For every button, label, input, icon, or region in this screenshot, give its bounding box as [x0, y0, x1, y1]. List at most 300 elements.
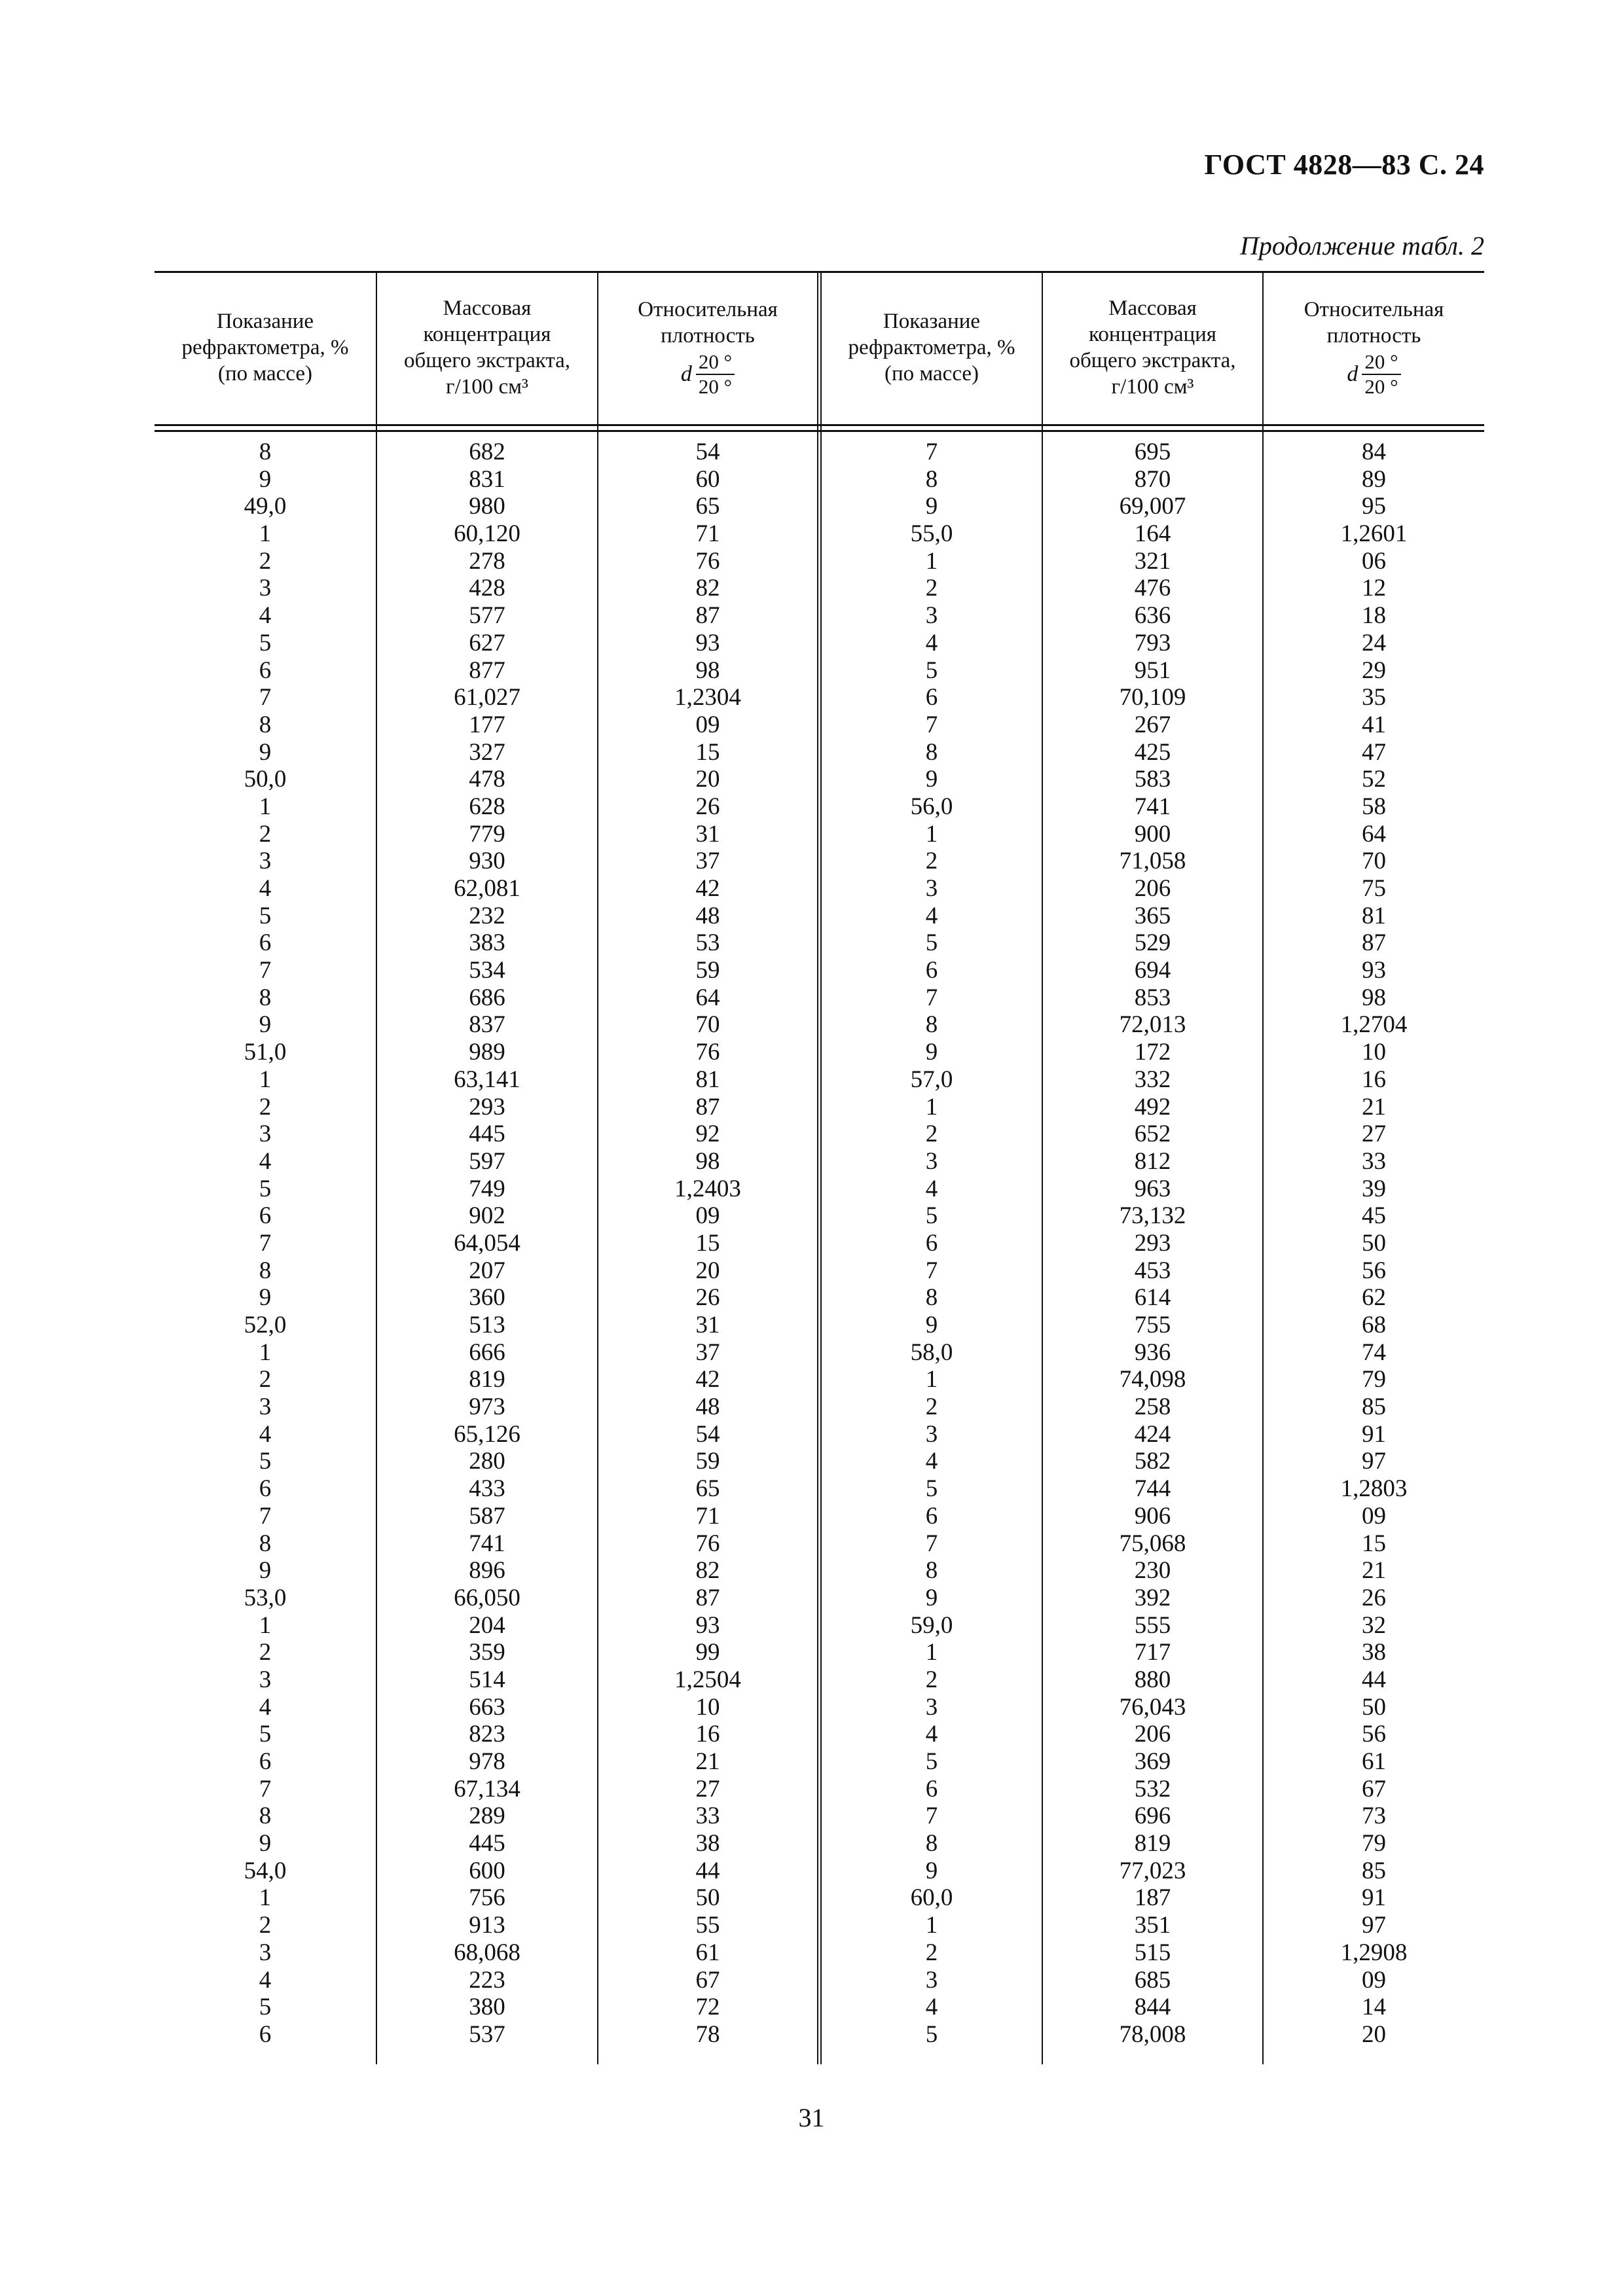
table-cell: 582	[1134, 1448, 1171, 1475]
table-cell: 85	[1362, 1857, 1386, 1884]
table-cell: 8	[925, 1557, 938, 1585]
table-cell: 5	[925, 2020, 938, 2048]
table-cell: 1	[259, 1066, 272, 1093]
table-cell: 741	[1134, 793, 1171, 820]
table-cell: 6	[259, 929, 272, 957]
table-cell: 819	[469, 1366, 505, 1393]
table-cell: 66,050	[454, 1584, 520, 1611]
table-cell: 58	[1362, 793, 1386, 820]
table-cell: 685	[1134, 1966, 1171, 1994]
table-cell: 258	[1134, 1393, 1171, 1421]
table-cell: 837	[469, 1011, 505, 1039]
table-cell: 513	[469, 1312, 505, 1338]
table-cell: 3	[925, 1693, 938, 1721]
document-title: ГОСТ 4828—83 С. 24	[1204, 149, 1484, 181]
table-cell: 93	[1362, 957, 1386, 984]
table-cell: 5	[259, 902, 272, 929]
table-cell: 532	[1134, 1775, 1171, 1803]
table-cell: 380	[469, 1994, 505, 2021]
table-cell: 628	[469, 793, 505, 820]
table-cell: 91	[1362, 1884, 1386, 1912]
table-cell: 7	[259, 957, 272, 984]
table-cell: 6	[925, 957, 938, 984]
table-cell: 93	[695, 629, 720, 656]
table-cell: 73,132	[1119, 1202, 1186, 1230]
table-cell: 62,081	[454, 875, 520, 902]
table-cell: 583	[1134, 766, 1171, 793]
table-cell: 587	[469, 1502, 505, 1530]
table-cell: 09	[1362, 1502, 1386, 1530]
table-cell: 744	[1134, 1475, 1171, 1503]
table-cell: 177	[469, 711, 505, 738]
table-cell: 4	[925, 1175, 938, 1202]
table-cell: 93	[695, 1611, 720, 1639]
fraction-denominator: 20 °	[1364, 375, 1398, 398]
table-cell: 09	[695, 711, 720, 738]
table-cell: 41	[1362, 711, 1386, 738]
density-fraction	[1362, 350, 1400, 399]
table-cell: 5	[925, 1748, 938, 1775]
table-cell: 172	[1134, 1039, 1171, 1066]
density-fraction	[696, 350, 735, 399]
header-text: г/100 см³	[446, 375, 528, 399]
table-cell: 741	[469, 1530, 505, 1557]
table-cell: 6	[259, 656, 272, 684]
table-cell: 87	[695, 602, 720, 630]
table-cell: 1	[925, 547, 938, 575]
table-cell: 78	[695, 2020, 720, 2048]
table-cell: 8	[259, 1803, 272, 1830]
table-cell: 555	[1134, 1611, 1171, 1639]
table-cell: 18	[1362, 602, 1386, 630]
table-cell: 56,0	[910, 793, 953, 820]
table-cell: 5	[925, 929, 938, 957]
table-cell: 48	[695, 902, 720, 929]
table-cell: 4	[259, 1693, 272, 1721]
table-cell: 425	[1134, 738, 1171, 766]
table-cell: 351	[1134, 1912, 1171, 1939]
column-density-left	[598, 439, 817, 2049]
table-cell: 823	[469, 1721, 505, 1748]
table-cell: 42	[695, 1366, 720, 1393]
table-cell: 478	[469, 766, 505, 793]
table-cell: 27	[695, 1775, 720, 1803]
table-cell: 12	[1362, 575, 1386, 602]
table-cell: 365	[1134, 902, 1171, 929]
table-cell: 6	[259, 1748, 272, 1775]
table-cell: 78,008	[1119, 2020, 1186, 2048]
table-cell: 10	[1362, 1039, 1386, 1066]
table-cell: 53,0	[244, 1584, 287, 1611]
table-cell: 55,0	[910, 520, 953, 548]
table-cell: 230	[1134, 1557, 1171, 1585]
table-cell: 1,2304	[674, 684, 741, 711]
density-formula	[681, 350, 735, 399]
table-cell: 2	[925, 575, 938, 602]
table-cell: 1	[259, 520, 272, 548]
table-cell: 9	[925, 766, 938, 793]
table-cell: 2	[925, 1121, 938, 1148]
table-cell: 44	[695, 1857, 720, 1884]
table-cell: 537	[469, 2020, 505, 2048]
table-cell: 3	[259, 1121, 272, 1148]
table-cell: 4	[259, 1420, 272, 1448]
table-cell: 3	[259, 575, 272, 602]
table-cell: 63,141	[454, 1066, 520, 1093]
header-density-left	[598, 271, 817, 424]
table-cell: 755	[1134, 1312, 1171, 1338]
header-text: Массовая	[1108, 296, 1197, 320]
table-cell: 54,0	[244, 1857, 287, 1884]
table-cell: 21	[1362, 1557, 1386, 1585]
table-cell: 8	[925, 1830, 938, 1857]
header-text: (по массе)	[884, 362, 979, 386]
table-cell: 71	[695, 520, 720, 548]
table-cell: 7	[925, 439, 938, 465]
table-cell: 31	[695, 1312, 720, 1338]
table-cell: 76	[695, 1530, 720, 1557]
table-cell: 51,0	[244, 1039, 287, 1066]
table-cell: 636	[1134, 602, 1171, 630]
table-cell: 6	[925, 1229, 938, 1257]
table-cell: 2	[259, 1639, 272, 1666]
table-cell: 64	[1362, 820, 1386, 848]
table-cell: 963	[1134, 1175, 1171, 1202]
table-cell: 1	[259, 1611, 272, 1639]
table-cell: 951	[1134, 656, 1171, 684]
table-cell: 289	[469, 1803, 505, 1830]
table-cell: 37	[695, 848, 720, 875]
table-cell: 600	[469, 1857, 505, 1884]
table-cell: 9	[259, 1284, 272, 1312]
table-cell: 54	[695, 439, 720, 465]
table-cell: 896	[469, 1557, 505, 1585]
table-cell: 15	[695, 1229, 720, 1257]
table-cell: 853	[1134, 984, 1171, 1011]
table-cell: 5	[259, 1721, 272, 1748]
table-cell: 232	[469, 902, 505, 929]
table-cell: 4	[925, 1448, 938, 1475]
table-cell: 99	[695, 1639, 720, 1666]
table-cell: 2	[925, 1666, 938, 1693]
table-cell: 52	[1362, 766, 1386, 793]
header-text: Показание	[883, 310, 981, 333]
table-cell: 7	[925, 984, 938, 1011]
table-cell: 82	[695, 1557, 720, 1585]
table-cell: 20	[1362, 2020, 1386, 2048]
table-cell: 1,2908	[1340, 1939, 1408, 1966]
table-cell: 76	[695, 547, 720, 575]
table-cell: 793	[1134, 629, 1171, 656]
table-cell: 6	[925, 1502, 938, 1530]
table-cell: 627	[469, 629, 505, 656]
table-cell: 424	[1134, 1420, 1171, 1448]
table-cell: 534	[469, 957, 505, 984]
table-cell: 293	[1134, 1229, 1171, 1257]
table-cell: 61	[695, 1939, 720, 1966]
table-cell: 2	[259, 820, 272, 848]
table-cell: 392	[1134, 1584, 1171, 1611]
table-cell: 614	[1134, 1284, 1171, 1312]
table-cell: 445	[469, 1121, 505, 1148]
table-cell: 223	[469, 1966, 505, 1994]
table-cell: 56	[1362, 1257, 1386, 1284]
table-cell: 60	[695, 465, 720, 493]
table-cell: 65	[695, 493, 720, 520]
table-cell: 877	[469, 656, 505, 684]
table-cell: 756	[469, 1884, 505, 1912]
table-cell: 3	[259, 1939, 272, 1966]
table-cell: 4	[925, 629, 938, 656]
table-cell: 1	[925, 1639, 938, 1666]
table-cell: 9	[925, 1584, 938, 1611]
table-cell: 3	[925, 875, 938, 902]
header-mass-left	[377, 271, 597, 424]
table-cell: 31	[695, 820, 720, 848]
table-cell: 1	[259, 1884, 272, 1912]
table-cell: 973	[469, 1393, 505, 1421]
table-cell: 1	[925, 1093, 938, 1121]
column-divider-double	[817, 271, 822, 2064]
table-cell: 26	[695, 1284, 720, 1312]
table-cell: 4	[925, 1994, 938, 2021]
table-cell: 936	[1134, 1338, 1171, 1366]
table-cell: 5	[259, 1448, 272, 1475]
table-cell: 682	[469, 439, 505, 465]
density-symbol: d	[680, 362, 692, 386]
table-cell: 58,0	[910, 1338, 953, 1366]
header-text: общего экстракта,	[1069, 349, 1236, 372]
density-symbol: d	[1347, 362, 1359, 386]
table-cell: 91	[1362, 1420, 1386, 1448]
table-cell: 27	[1362, 1121, 1386, 1148]
table-cell: 3	[925, 1147, 938, 1175]
table-cell: 2	[259, 1912, 272, 1939]
table-cell: 9	[925, 1312, 938, 1338]
table-cell: 8	[259, 1257, 272, 1284]
table-cell: 09	[1362, 1966, 1386, 1994]
table-cell: 35	[1362, 684, 1386, 711]
header-reading-left	[155, 271, 376, 424]
table-cell: 870	[1134, 465, 1171, 493]
table-cell: 32	[1362, 1611, 1386, 1639]
table-cell: 24	[1362, 629, 1386, 656]
table-cell: 10	[695, 1693, 720, 1721]
table-cell: 652	[1134, 1121, 1171, 1148]
table-cell: 206	[1134, 1721, 1171, 1748]
table-cell: 87	[1362, 929, 1386, 957]
table-cell: 5	[259, 1175, 272, 1202]
table-cell: 906	[1134, 1502, 1171, 1530]
table-cell: 831	[469, 465, 505, 493]
table-cell: 1	[259, 1338, 272, 1366]
table-cell: 9	[259, 1830, 272, 1857]
header-text: плотность	[661, 324, 755, 348]
table-cell: 4	[259, 875, 272, 902]
header-text: рефрактометра, %	[181, 336, 349, 359]
column-reading-right	[822, 439, 1042, 2049]
table-cell: 84	[1362, 439, 1386, 465]
table-cell: 453	[1134, 1257, 1171, 1284]
table-cell: 71,058	[1119, 848, 1186, 875]
table-cell: 7	[925, 1803, 938, 1830]
table-cell: 1	[925, 820, 938, 848]
table-cell: 3	[925, 602, 938, 630]
table-cell: 73	[1362, 1803, 1386, 1830]
table-cell: 3	[925, 1966, 938, 1994]
table-cell: 37	[695, 1338, 720, 1366]
table-cell: 2	[925, 1393, 938, 1421]
table-cell: 529	[1134, 929, 1171, 957]
table-cell: 21	[1362, 1093, 1386, 1121]
table-cell: 577	[469, 602, 505, 630]
table-cell: 930	[469, 848, 505, 875]
table-cell: 57,0	[910, 1066, 953, 1093]
header-mass-right	[1043, 271, 1262, 424]
table-cell: 293	[469, 1093, 505, 1121]
table-cell: 61,027	[454, 684, 520, 711]
table-cell: 20	[695, 1257, 720, 1284]
table-cell: 7	[259, 1229, 272, 1257]
table-cell: 79	[1362, 1830, 1386, 1857]
table-cell: 6	[925, 1775, 938, 1803]
table-cell: 3	[925, 1420, 938, 1448]
table-cell: 64,054	[454, 1229, 520, 1257]
table-cell: 2	[259, 1093, 272, 1121]
table-cell: 9	[925, 1039, 938, 1066]
table-cell: 666	[469, 1338, 505, 1366]
table-cell: 280	[469, 1448, 505, 1475]
table-cell: 2	[259, 1366, 272, 1393]
table-cell: 2	[925, 1939, 938, 1966]
table-cell: 38	[1362, 1639, 1386, 1666]
table-cell: 67	[1362, 1775, 1386, 1803]
table-cell: 09	[695, 1202, 720, 1230]
table-cell: 33	[1362, 1147, 1386, 1175]
table-cell: 4	[925, 1721, 938, 1748]
table-cell: 5	[259, 629, 272, 656]
table-cell: 15	[695, 738, 720, 766]
table-cell: 2	[925, 848, 938, 875]
table-cell: 70	[1362, 848, 1386, 875]
table-cell: 663	[469, 1693, 505, 1721]
table-cell: 204	[469, 1611, 505, 1639]
table-cell: 717	[1134, 1639, 1171, 1666]
table-cell: 77,023	[1119, 1857, 1186, 1884]
table-cell: 278	[469, 547, 505, 575]
table-cell: 9	[259, 738, 272, 766]
table-cell: 332	[1134, 1066, 1171, 1093]
table-cell: 68,068	[454, 1939, 520, 1966]
table-cell: 8	[925, 738, 938, 766]
header-text: плотность	[1326, 324, 1421, 348]
table-cell: 48	[695, 1393, 720, 1421]
table-cell: 72,013	[1119, 1011, 1186, 1039]
table-cell: 1,2704	[1340, 1011, 1408, 1039]
table-cell: 514	[469, 1666, 505, 1693]
table-cell: 7	[925, 1257, 938, 1284]
table-cell: 4	[925, 902, 938, 929]
table-cell: 67	[695, 1966, 720, 1994]
table-cell: 3	[259, 848, 272, 875]
table-cell: 207	[469, 1257, 505, 1284]
table-cell: 74	[1362, 1338, 1386, 1366]
table-cell: 8	[925, 1284, 938, 1312]
table-cell: 7	[925, 711, 938, 738]
table-cell: 3	[259, 1666, 272, 1693]
header-text: концентрация	[1089, 323, 1216, 346]
table-cell: 26	[1362, 1584, 1386, 1611]
table-cell: 749	[469, 1175, 505, 1202]
table-cell: 97	[1362, 1448, 1386, 1475]
table-cell: 779	[469, 820, 505, 848]
table-cell: 85	[1362, 1393, 1386, 1421]
table-cell: 9	[259, 1011, 272, 1039]
table-continuation-label: Продолжение табл. 2	[1239, 231, 1484, 260]
table-cell: 81	[1362, 902, 1386, 929]
table-cell: 16	[695, 1721, 720, 1748]
table-cell: 978	[469, 1748, 505, 1775]
table-cell: 1	[259, 793, 272, 820]
table-cell: 164	[1134, 520, 1171, 548]
table-cell: 15	[1362, 1530, 1386, 1557]
fraction-numerator: 20 °	[696, 350, 735, 375]
table-cell: 3	[259, 1393, 272, 1421]
data-table	[155, 271, 1484, 2064]
table-cell: 45	[1362, 1202, 1386, 1230]
table-cell: 695	[1134, 439, 1171, 465]
table-cell: 14	[1362, 1994, 1386, 2021]
table-cell: 206	[1134, 875, 1171, 902]
table-cell: 8	[259, 711, 272, 738]
table-cell: 989	[469, 1039, 505, 1066]
table-cell: 9	[925, 493, 938, 520]
table-cell: 44	[1362, 1666, 1386, 1693]
table-cell: 65,126	[454, 1420, 520, 1448]
table-cell: 50	[1362, 1229, 1386, 1257]
table-cell: 60,120	[454, 520, 520, 548]
table-cell: 812	[1134, 1147, 1171, 1175]
table-cell: 7	[259, 1502, 272, 1530]
table-cell: 7	[259, 1775, 272, 1803]
fraction-numerator: 20 °	[1362, 350, 1400, 375]
column-mass-right	[1043, 439, 1262, 2049]
page-number: 31	[798, 2103, 825, 2132]
table-cell: 81	[695, 1066, 720, 1093]
table-cell: 7	[925, 1530, 938, 1557]
table-cell: 369	[1134, 1748, 1171, 1775]
table-cell: 819	[1134, 1830, 1171, 1857]
table-cell: 33	[695, 1803, 720, 1830]
table-cell: 428	[469, 575, 505, 602]
table-cell: 383	[469, 929, 505, 957]
table-cell: 97	[1362, 1912, 1386, 1939]
table-cell: 39	[1362, 1175, 1386, 1202]
table-cell: 1	[925, 1366, 938, 1393]
table-cell: 8	[259, 439, 272, 465]
table-cell: 87	[695, 1584, 720, 1611]
table-cell: 6	[925, 684, 938, 711]
table-cell: 492	[1134, 1093, 1171, 1121]
table-cell: 75	[1362, 875, 1386, 902]
table-cell: 1,2803	[1340, 1475, 1408, 1503]
table-cell: 6	[259, 2020, 272, 2048]
table-cell: 55	[695, 1912, 720, 1939]
table-cell: 89	[1362, 465, 1386, 493]
table-cell: 87	[695, 1093, 720, 1121]
header-text: Относительная	[1304, 298, 1444, 321]
table-cell: 597	[469, 1147, 505, 1175]
